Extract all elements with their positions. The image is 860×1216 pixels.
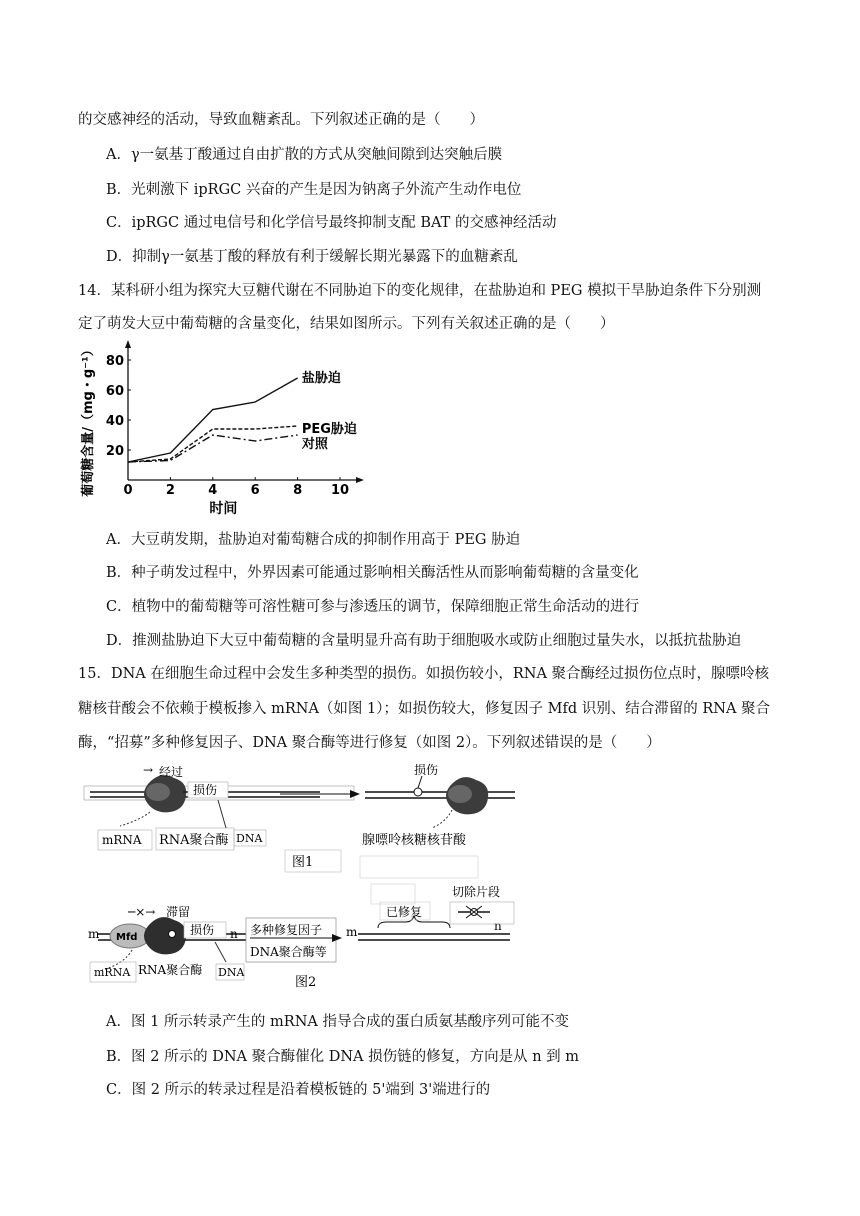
fig2-m-left: m bbox=[88, 927, 100, 941]
series-label-3: 对照 bbox=[301, 437, 328, 452]
fig2-n-right: n bbox=[494, 919, 502, 933]
question-13-stem-end: 的交感神经的活动，导致血糖紊乱。下列叙述正确的是（ ） bbox=[78, 112, 484, 128]
figure-2 bbox=[88, 884, 514, 990]
fig2-cut-label: 切除片段 bbox=[452, 885, 501, 899]
figure-1-result bbox=[360, 762, 515, 878]
q14-option-a: A．大豆萌发期，盐胁迫对葡萄糖合成的抑制作用高于 PEG 胁迫 bbox=[106, 532, 521, 548]
series-line-1 bbox=[128, 378, 298, 462]
question-14-stem-1: 14．某科研小组为探究大豆糖代谢在不同胁迫下的变化规律，在盐胁迫和 PEG 模拟干旱胁迫条件下分别测 bbox=[78, 283, 762, 299]
q13-option-c: C．ipRGC 通过电信号和化学信号最终抑制支配 BAT 的交感神经活动 bbox=[106, 215, 557, 231]
question-15-stem-3: 酶，“招募”多种修复因子、DNA 聚合酶等进行修复（如图 2）。下列叙述错误的是（ ） bbox=[78, 735, 661, 751]
y-axis-label: 葡萄糖含量/（mg・g⁻¹） bbox=[81, 343, 96, 497]
fig2-damage-label: 损伤 bbox=[190, 923, 215, 937]
fig2-m-right: m bbox=[346, 925, 358, 939]
q13-option-a: A．γ一氨基丁酸通过自由扩散的方式从突触间隙到达突触后膜 bbox=[106, 147, 503, 163]
fig2-caption: 图2 bbox=[295, 975, 317, 990]
question-15-stem-2: 糖核苷酸会不依赖于模板掺入 mRNA（如图 1）；如损伤较大，修复因子 Mfd 识别、结合滞留的 RNA 聚合 bbox=[78, 701, 771, 717]
q14-option-c: C．植物中的葡萄糖等可溶性糖可参与渗透压的调节，保障细胞正常生命活动的进行 bbox=[106, 599, 640, 615]
dna-repair-figure bbox=[80, 762, 520, 992]
q15-option-a: A．图 1 所示转录产生的 mRNA 指导合成的蛋白质氨基酸序列可能不变 bbox=[106, 1014, 569, 1030]
fig1-damage-label-2: 损伤 bbox=[414, 763, 439, 777]
q13-option-d: D．抑制γ一氨基丁酸的释放有利于缓解长期光暴露下的血糖紊乱 bbox=[106, 249, 518, 265]
q14-option-b: B．种子萌发过程中，外界因素可能通过影响相关酶活性从而影响葡萄糖的含量变化 bbox=[106, 565, 639, 581]
x-tick-label: 0 bbox=[123, 483, 133, 498]
fig2-rnap-label: RNA聚合酶 bbox=[138, 963, 203, 977]
x-tick-label: 4 bbox=[208, 483, 218, 498]
q13-option-b: B．光刺激下 ipRGC 兴奋的产生是因为钠离子外流产生动作电位 bbox=[106, 182, 522, 198]
y-tick-label: 40 bbox=[105, 414, 124, 429]
fig1-dna-label: DNA bbox=[236, 832, 263, 845]
fig1-mrna-label: mRNA bbox=[102, 833, 142, 847]
fig1-adenine-label: 腺嘌呤核糖核苷酸 bbox=[362, 833, 467, 848]
y-tick-label: 60 bbox=[105, 384, 124, 399]
q15-option-c: C．图 2 所示的转录过程是沿着模板链的 5'端到 3'端进行的 bbox=[106, 1082, 491, 1098]
fig1-pass-label: 经过 bbox=[159, 765, 184, 779]
x-tick-label: 10 bbox=[330, 483, 350, 498]
fig2-factors-line2: DNA聚合酶等 bbox=[250, 945, 327, 959]
fig1-damage-site bbox=[414, 788, 422, 796]
y-tick-label: 20 bbox=[105, 444, 124, 459]
question-15-stem-1: 15．DNA 在细胞生命过程中会发生多种类型的损伤。如损伤较小，RNA 聚合酶经过损伤位点时，腺嘌呤核 bbox=[78, 666, 770, 682]
fig1-caption: 图1 bbox=[292, 855, 314, 870]
q15-option-b: B．图 2 所示的 DNA 聚合酶催化 DNA 损伤链的修复，方向是从 n 到 m bbox=[106, 1049, 580, 1065]
fig2-mrna-label: mRNA bbox=[94, 966, 131, 979]
glucose-chart bbox=[70, 340, 390, 520]
fig2-factors-line1: 多种修复因子 bbox=[250, 923, 323, 937]
fig2-stall-arrow: ─×→ bbox=[128, 905, 156, 919]
fig1-pass-arrow: → bbox=[143, 763, 154, 777]
y-tick-label: 80 bbox=[105, 354, 124, 369]
x-tick-label: 8 bbox=[293, 483, 303, 498]
question-14-stem-2: 定了萌发大豆中葡萄糖的含量变化，结果如图所示。下列有关叙述正确的是（ ） bbox=[78, 316, 615, 332]
series-label-1: 盐胁迫 bbox=[301, 371, 341, 386]
x-axis-arrow bbox=[356, 477, 364, 483]
fig1-rnap-label: RNA聚合酶 bbox=[159, 833, 229, 848]
fig2-n-left: n bbox=[230, 927, 238, 941]
fig2-dna-label: DNA bbox=[218, 966, 245, 979]
fig2-mfd-label: Mfd bbox=[116, 932, 138, 943]
q14-option-d: D．推测盐胁迫下大豆中葡萄糖的含量明显升高有助于细胞吸水或防止细胞过量失水，以抵抗盐胁迫 bbox=[106, 633, 742, 649]
y-axis-arrow bbox=[125, 340, 131, 348]
fig2-stall-label: 滞留 bbox=[166, 905, 191, 919]
figure-1 bbox=[84, 763, 360, 872]
series-line-3 bbox=[128, 435, 298, 462]
x-tick-label: 6 bbox=[250, 483, 260, 498]
fig1-damage-label: 损伤 bbox=[193, 783, 218, 797]
x-tick-label: 2 bbox=[165, 483, 175, 498]
series-label-2: PEG胁迫 bbox=[301, 422, 357, 437]
x-axis-label: 时间 bbox=[209, 501, 238, 517]
fig2-repaired-label: 已修复 bbox=[386, 905, 423, 919]
